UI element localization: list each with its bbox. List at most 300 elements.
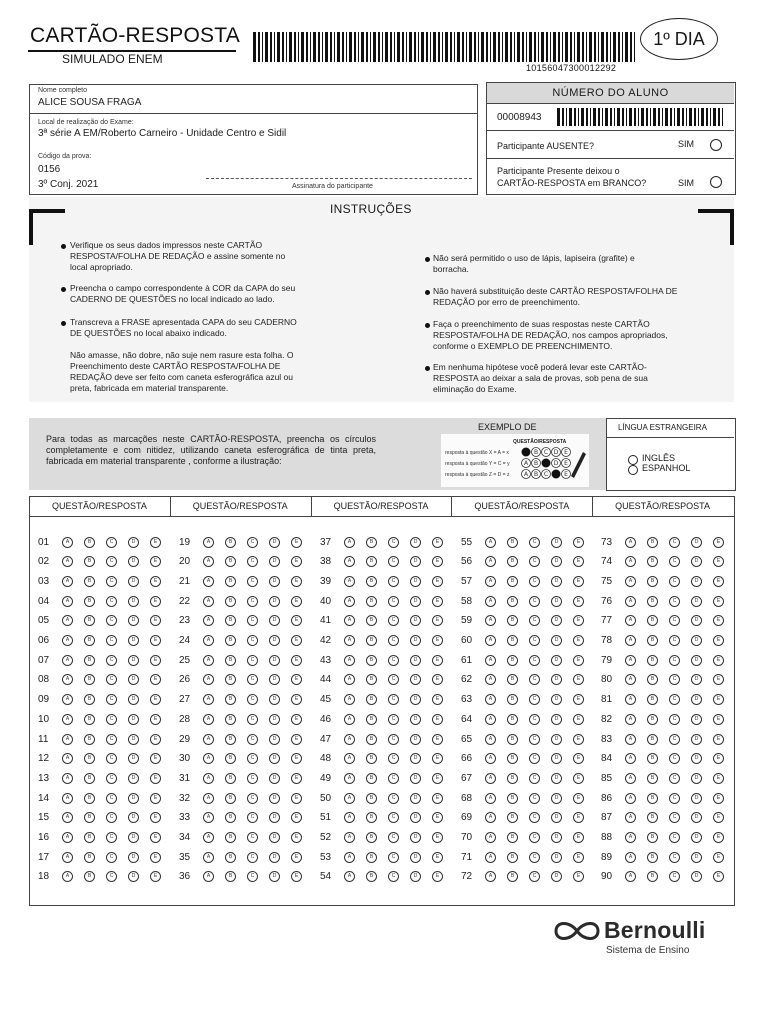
answer-bubble[interactable]: B <box>366 615 377 626</box>
answer-bubble[interactable]: D <box>128 596 139 607</box>
answer-bubble[interactable]: D <box>691 655 702 666</box>
answer-bubble[interactable]: B <box>647 596 658 607</box>
answer-bubble[interactable]: B <box>366 812 377 823</box>
answer-bubble[interactable]: B <box>507 615 518 626</box>
answer-bubble[interactable]: D <box>128 793 139 804</box>
answer-bubble[interactable]: D <box>691 734 702 745</box>
absent-checkbox[interactable] <box>710 139 722 151</box>
answer-bubble[interactable]: B <box>84 556 95 567</box>
answer-bubble[interactable]: A <box>62 674 73 685</box>
answer-bubble[interactable]: D <box>551 793 562 804</box>
answer-bubble[interactable]: D <box>128 537 139 548</box>
answer-bubble[interactable]: A <box>625 655 636 666</box>
answer-bubble[interactable]: E <box>432 537 443 548</box>
answer-bubble[interactable]: B <box>507 812 518 823</box>
answer-bubble[interactable]: C <box>247 596 258 607</box>
answer-bubble[interactable]: E <box>432 635 443 646</box>
answer-bubble[interactable]: A <box>625 596 636 607</box>
answer-bubble[interactable]: A <box>344 793 355 804</box>
answer-bubble[interactable]: C <box>106 655 117 666</box>
answer-bubble[interactable]: A <box>625 852 636 863</box>
answer-bubble[interactable]: D <box>551 674 562 685</box>
answer-bubble[interactable]: C <box>529 635 540 646</box>
answer-bubble[interactable]: A <box>203 537 214 548</box>
answer-bubble[interactable]: C <box>247 852 258 863</box>
answer-bubble[interactable]: B <box>84 753 95 764</box>
answer-bubble[interactable]: C <box>669 871 680 882</box>
answer-bubble[interactable]: A <box>344 615 355 626</box>
answer-bubble[interactable]: A <box>203 635 214 646</box>
answer-bubble[interactable]: E <box>713 832 724 843</box>
answer-bubble[interactable]: E <box>291 576 302 587</box>
answer-bubble[interactable]: E <box>713 674 724 685</box>
answer-bubble[interactable]: A <box>203 615 214 626</box>
answer-bubble[interactable]: E <box>150 596 161 607</box>
answer-bubble[interactable]: C <box>529 655 540 666</box>
answer-bubble[interactable]: C <box>247 615 258 626</box>
answer-bubble[interactable]: E <box>150 635 161 646</box>
answer-bubble[interactable]: C <box>247 556 258 567</box>
answer-bubble[interactable]: D <box>128 576 139 587</box>
answer-bubble[interactable]: A <box>344 674 355 685</box>
answer-bubble[interactable]: D <box>128 655 139 666</box>
answer-bubble[interactable]: E <box>291 753 302 764</box>
answer-bubble[interactable]: A <box>485 793 496 804</box>
answer-bubble[interactable]: A <box>485 832 496 843</box>
answer-bubble[interactable]: D <box>551 734 562 745</box>
answer-bubble[interactable]: D <box>410 734 421 745</box>
answer-bubble[interactable]: E <box>432 773 443 784</box>
answer-bubble[interactable]: E <box>150 576 161 587</box>
answer-bubble[interactable]: B <box>225 674 236 685</box>
answer-bubble[interactable]: A <box>62 556 73 567</box>
answer-bubble[interactable]: B <box>647 812 658 823</box>
answer-bubble[interactable]: C <box>669 734 680 745</box>
answer-bubble[interactable]: A <box>203 793 214 804</box>
answer-bubble[interactable]: C <box>247 734 258 745</box>
answer-bubble[interactable]: B <box>647 793 658 804</box>
answer-bubble[interactable]: A <box>344 556 355 567</box>
answer-bubble[interactable]: D <box>410 576 421 587</box>
answer-bubble[interactable]: E <box>432 832 443 843</box>
answer-bubble[interactable]: C <box>669 714 680 725</box>
answer-bubble[interactable]: C <box>247 576 258 587</box>
answer-bubble[interactable]: D <box>269 556 280 567</box>
answer-bubble[interactable]: D <box>551 773 562 784</box>
answer-bubble[interactable]: A <box>62 537 73 548</box>
answer-bubble[interactable]: D <box>551 852 562 863</box>
answer-bubble[interactable]: D <box>410 694 421 705</box>
answer-bubble[interactable]: E <box>573 714 584 725</box>
answer-bubble[interactable]: C <box>106 694 117 705</box>
answer-bubble[interactable]: D <box>691 793 702 804</box>
answer-bubble[interactable]: D <box>269 871 280 882</box>
answer-bubble[interactable]: E <box>713 615 724 626</box>
answer-bubble[interactable]: B <box>225 635 236 646</box>
answer-bubble[interactable]: D <box>269 674 280 685</box>
answer-bubble[interactable]: E <box>713 793 724 804</box>
answer-bubble[interactable]: C <box>669 596 680 607</box>
answer-bubble[interactable]: D <box>691 694 702 705</box>
answer-bubble[interactable]: A <box>344 714 355 725</box>
answer-bubble[interactable]: B <box>225 812 236 823</box>
answer-bubble[interactable]: D <box>691 773 702 784</box>
answer-bubble[interactable]: E <box>573 832 584 843</box>
answer-bubble[interactable]: E <box>291 793 302 804</box>
answer-bubble[interactable]: D <box>410 812 421 823</box>
answer-bubble[interactable]: D <box>410 596 421 607</box>
answer-bubble[interactable]: D <box>269 655 280 666</box>
answer-bubble[interactable]: A <box>625 537 636 548</box>
answer-bubble[interactable]: C <box>106 871 117 882</box>
answer-bubble[interactable]: E <box>573 674 584 685</box>
answer-bubble[interactable]: D <box>691 537 702 548</box>
answer-bubble[interactable]: B <box>84 871 95 882</box>
answer-bubble[interactable]: A <box>203 694 214 705</box>
answer-bubble[interactable]: A <box>344 537 355 548</box>
answer-bubble[interactable]: D <box>551 812 562 823</box>
answer-bubble[interactable]: B <box>647 871 658 882</box>
answer-bubble[interactable]: E <box>713 576 724 587</box>
answer-bubble[interactable]: A <box>203 753 214 764</box>
answer-bubble[interactable]: B <box>507 537 518 548</box>
answer-bubble[interactable]: C <box>669 694 680 705</box>
answer-bubble[interactable]: B <box>225 773 236 784</box>
answer-bubble[interactable]: E <box>573 694 584 705</box>
answer-bubble[interactable]: C <box>529 556 540 567</box>
answer-bubble[interactable]: B <box>225 852 236 863</box>
answer-bubble[interactable]: D <box>128 714 139 725</box>
answer-bubble[interactable]: E <box>713 852 724 863</box>
answer-bubble[interactable]: C <box>388 871 399 882</box>
answer-bubble[interactable]: C <box>106 773 117 784</box>
answer-bubble[interactable]: C <box>529 871 540 882</box>
answer-bubble[interactable]: C <box>106 576 117 587</box>
answer-bubble[interactable]: E <box>150 734 161 745</box>
answer-bubble[interactable]: B <box>84 812 95 823</box>
answer-bubble[interactable]: C <box>669 615 680 626</box>
answer-bubble[interactable]: A <box>344 753 355 764</box>
answer-bubble[interactable]: E <box>713 694 724 705</box>
answer-bubble[interactable]: B <box>647 714 658 725</box>
answer-bubble[interactable]: E <box>713 537 724 548</box>
answer-bubble[interactable]: A <box>485 773 496 784</box>
answer-bubble[interactable]: E <box>573 537 584 548</box>
answer-bubble[interactable]: D <box>691 674 702 685</box>
answer-bubble[interactable]: D <box>551 596 562 607</box>
answer-bubble[interactable]: B <box>225 753 236 764</box>
answer-bubble[interactable]: C <box>388 674 399 685</box>
answer-bubble[interactable]: D <box>691 576 702 587</box>
answer-bubble[interactable]: C <box>247 635 258 646</box>
answer-bubble[interactable]: E <box>150 773 161 784</box>
answer-bubble[interactable]: C <box>247 714 258 725</box>
answer-bubble[interactable]: B <box>225 556 236 567</box>
answer-bubble[interactable]: E <box>291 773 302 784</box>
answer-bubble[interactable]: C <box>529 734 540 745</box>
answer-bubble[interactable]: A <box>625 773 636 784</box>
answer-bubble[interactable]: B <box>225 615 236 626</box>
answer-bubble[interactable]: E <box>713 812 724 823</box>
answer-bubble[interactable]: B <box>647 773 658 784</box>
answer-bubble[interactable]: A <box>344 694 355 705</box>
answer-bubble[interactable]: C <box>529 832 540 843</box>
answer-bubble[interactable]: D <box>410 556 421 567</box>
answer-bubble[interactable]: C <box>529 753 540 764</box>
answer-bubble[interactable]: B <box>507 871 518 882</box>
answer-bubble[interactable]: C <box>669 832 680 843</box>
answer-bubble[interactable]: A <box>344 635 355 646</box>
answer-bubble[interactable]: B <box>507 576 518 587</box>
answer-bubble[interactable]: D <box>551 615 562 626</box>
answer-bubble[interactable]: C <box>106 596 117 607</box>
answer-bubble[interactable]: D <box>128 556 139 567</box>
answer-bubble[interactable]: A <box>62 576 73 587</box>
answer-bubble[interactable]: B <box>647 635 658 646</box>
answer-bubble[interactable]: A <box>62 793 73 804</box>
answer-bubble[interactable]: E <box>432 655 443 666</box>
answer-bubble[interactable]: B <box>647 674 658 685</box>
answer-bubble[interactable]: A <box>203 773 214 784</box>
answer-bubble[interactable]: E <box>432 576 443 587</box>
answer-bubble[interactable]: C <box>529 694 540 705</box>
answer-bubble[interactable]: C <box>106 556 117 567</box>
answer-bubble[interactable]: D <box>128 694 139 705</box>
answer-bubble[interactable]: A <box>203 596 214 607</box>
answer-bubble[interactable]: A <box>625 674 636 685</box>
answer-bubble[interactable]: D <box>410 832 421 843</box>
answer-bubble[interactable]: D <box>128 871 139 882</box>
answer-bubble[interactable]: E <box>150 556 161 567</box>
answer-bubble[interactable]: D <box>551 832 562 843</box>
answer-bubble[interactable]: C <box>669 537 680 548</box>
answer-bubble[interactable]: B <box>366 734 377 745</box>
answer-bubble[interactable]: A <box>625 753 636 764</box>
answer-bubble[interactable]: B <box>366 576 377 587</box>
answer-bubble[interactable]: C <box>529 674 540 685</box>
answer-bubble[interactable]: A <box>625 871 636 882</box>
answer-bubble[interactable]: E <box>291 812 302 823</box>
answer-bubble[interactable]: B <box>366 793 377 804</box>
answer-bubble[interactable]: C <box>529 537 540 548</box>
answer-bubble[interactable]: C <box>669 576 680 587</box>
answer-bubble[interactable]: C <box>247 773 258 784</box>
answer-bubble[interactable]: B <box>507 714 518 725</box>
answer-bubble[interactable]: A <box>485 576 496 587</box>
answer-bubble[interactable]: C <box>669 635 680 646</box>
answer-bubble[interactable]: A <box>62 694 73 705</box>
answer-bubble[interactable]: E <box>573 556 584 567</box>
answer-bubble[interactable]: E <box>713 753 724 764</box>
answer-bubble[interactable]: B <box>84 635 95 646</box>
answer-bubble[interactable]: A <box>485 556 496 567</box>
answer-bubble[interactable]: E <box>573 812 584 823</box>
answer-bubble[interactable]: E <box>432 871 443 882</box>
answer-bubble[interactable]: A <box>485 852 496 863</box>
answer-bubble[interactable]: C <box>388 793 399 804</box>
answer-bubble[interactable]: C <box>247 537 258 548</box>
answer-bubble[interactable]: A <box>203 655 214 666</box>
answer-bubble[interactable]: D <box>691 635 702 646</box>
answer-bubble[interactable]: B <box>84 596 95 607</box>
answer-bubble[interactable]: E <box>713 773 724 784</box>
answer-bubble[interactable]: E <box>291 596 302 607</box>
answer-bubble[interactable]: B <box>507 793 518 804</box>
answer-bubble[interactable]: E <box>150 537 161 548</box>
answer-bubble[interactable]: D <box>410 537 421 548</box>
answer-bubble[interactable]: A <box>625 635 636 646</box>
answer-bubble[interactable]: C <box>529 812 540 823</box>
answer-bubble[interactable]: C <box>247 753 258 764</box>
answer-bubble[interactable]: D <box>269 734 280 745</box>
answer-bubble[interactable]: A <box>62 871 73 882</box>
answer-bubble[interactable]: C <box>669 753 680 764</box>
answer-bubble[interactable]: B <box>225 694 236 705</box>
answer-bubble[interactable]: D <box>691 753 702 764</box>
answer-bubble[interactable]: B <box>507 556 518 567</box>
answer-bubble[interactable]: B <box>225 793 236 804</box>
answer-bubble[interactable]: B <box>225 871 236 882</box>
language-radio-ingles[interactable] <box>628 455 638 465</box>
answer-bubble[interactable]: E <box>291 714 302 725</box>
answer-bubble[interactable]: C <box>388 655 399 666</box>
answer-bubble[interactable]: D <box>691 832 702 843</box>
answer-bubble[interactable]: A <box>625 832 636 843</box>
answer-bubble[interactable]: C <box>106 635 117 646</box>
answer-bubble[interactable]: C <box>669 812 680 823</box>
answer-bubble[interactable]: C <box>106 812 117 823</box>
answer-bubble[interactable]: D <box>410 871 421 882</box>
answer-bubble[interactable]: D <box>128 812 139 823</box>
answer-bubble[interactable]: C <box>106 674 117 685</box>
answer-bubble[interactable]: E <box>573 753 584 764</box>
answer-bubble[interactable]: C <box>388 635 399 646</box>
answer-bubble[interactable]: C <box>247 793 258 804</box>
answer-bubble[interactable]: C <box>106 753 117 764</box>
answer-bubble[interactable]: D <box>269 635 280 646</box>
answer-bubble[interactable]: E <box>150 793 161 804</box>
answer-bubble[interactable]: D <box>269 773 280 784</box>
answer-bubble[interactable]: E <box>713 635 724 646</box>
answer-bubble[interactable]: C <box>388 556 399 567</box>
answer-bubble[interactable]: A <box>203 734 214 745</box>
answer-bubble[interactable]: E <box>432 734 443 745</box>
answer-bubble[interactable]: A <box>62 832 73 843</box>
answer-bubble[interactable]: D <box>269 714 280 725</box>
answer-bubble[interactable]: E <box>713 734 724 745</box>
answer-bubble[interactable]: E <box>573 773 584 784</box>
answer-bubble[interactable]: E <box>573 852 584 863</box>
answer-bubble[interactable]: D <box>551 714 562 725</box>
answer-bubble[interactable]: A <box>344 812 355 823</box>
answer-bubble[interactable]: B <box>225 596 236 607</box>
answer-bubble[interactable]: C <box>669 556 680 567</box>
answer-bubble[interactable]: D <box>410 753 421 764</box>
answer-bubble[interactable]: A <box>344 871 355 882</box>
answer-bubble[interactable]: D <box>269 537 280 548</box>
answer-bubble[interactable]: B <box>507 635 518 646</box>
answer-bubble[interactable]: D <box>551 655 562 666</box>
answer-bubble[interactable]: A <box>62 635 73 646</box>
answer-bubble[interactable]: B <box>647 537 658 548</box>
answer-bubble[interactable]: B <box>84 576 95 587</box>
answer-bubble[interactable]: D <box>128 832 139 843</box>
answer-bubble[interactable]: A <box>625 694 636 705</box>
answer-bubble[interactable]: C <box>247 655 258 666</box>
answer-bubble[interactable]: E <box>150 753 161 764</box>
answer-bubble[interactable]: A <box>62 734 73 745</box>
answer-bubble[interactable]: B <box>225 714 236 725</box>
answer-bubble[interactable]: E <box>573 793 584 804</box>
answer-bubble[interactable]: D <box>269 812 280 823</box>
answer-bubble[interactable]: C <box>106 793 117 804</box>
answer-bubble[interactable]: C <box>669 674 680 685</box>
answer-bubble[interactable]: D <box>410 635 421 646</box>
answer-bubble[interactable]: E <box>150 615 161 626</box>
answer-bubble[interactable]: D <box>128 635 139 646</box>
answer-bubble[interactable]: E <box>150 655 161 666</box>
answer-bubble[interactable]: E <box>573 734 584 745</box>
answer-bubble[interactable]: B <box>366 537 377 548</box>
signature-line[interactable] <box>206 178 472 179</box>
answer-bubble[interactable]: B <box>366 852 377 863</box>
answer-bubble[interactable]: D <box>128 852 139 863</box>
answer-bubble[interactable]: B <box>84 773 95 784</box>
answer-bubble[interactable]: A <box>62 753 73 764</box>
answer-bubble[interactable]: B <box>507 753 518 764</box>
answer-bubble[interactable]: D <box>128 753 139 764</box>
answer-bubble[interactable]: B <box>507 694 518 705</box>
answer-bubble[interactable]: E <box>573 871 584 882</box>
answer-bubble[interactable]: A <box>344 655 355 666</box>
answer-bubble[interactable]: C <box>247 694 258 705</box>
answer-bubble[interactable]: B <box>647 753 658 764</box>
answer-bubble[interactable]: B <box>366 753 377 764</box>
answer-bubble[interactable]: D <box>269 793 280 804</box>
answer-bubble[interactable]: E <box>150 694 161 705</box>
answer-bubble[interactable]: E <box>291 635 302 646</box>
answer-bubble[interactable]: B <box>366 773 377 784</box>
answer-bubble[interactable]: B <box>507 674 518 685</box>
answer-bubble[interactable]: A <box>625 793 636 804</box>
answer-bubble[interactable]: C <box>388 753 399 764</box>
answer-bubble[interactable]: E <box>150 871 161 882</box>
answer-bubble[interactable]: E <box>432 812 443 823</box>
answer-bubble[interactable]: B <box>84 714 95 725</box>
answer-bubble[interactable]: C <box>669 852 680 863</box>
answer-bubble[interactable]: C <box>388 832 399 843</box>
answer-bubble[interactable]: D <box>128 734 139 745</box>
answer-bubble[interactable]: D <box>410 655 421 666</box>
answer-bubble[interactable]: B <box>84 537 95 548</box>
answer-bubble[interactable]: E <box>291 832 302 843</box>
answer-bubble[interactable]: C <box>388 773 399 784</box>
answer-bubble[interactable]: E <box>432 753 443 764</box>
answer-bubble[interactable]: E <box>150 812 161 823</box>
answer-bubble[interactable]: C <box>669 773 680 784</box>
answer-bubble[interactable]: A <box>485 734 496 745</box>
answer-bubble[interactable]: B <box>647 576 658 587</box>
answer-bubble[interactable]: A <box>485 871 496 882</box>
answer-bubble[interactable]: C <box>669 655 680 666</box>
answer-bubble[interactable]: B <box>225 576 236 587</box>
answer-bubble[interactable]: B <box>507 734 518 745</box>
answer-bubble[interactable]: A <box>62 852 73 863</box>
answer-bubble[interactable]: E <box>573 655 584 666</box>
answer-bubble[interactable]: A <box>344 773 355 784</box>
answer-bubble[interactable]: D <box>410 714 421 725</box>
answer-bubble[interactable]: A <box>625 734 636 745</box>
